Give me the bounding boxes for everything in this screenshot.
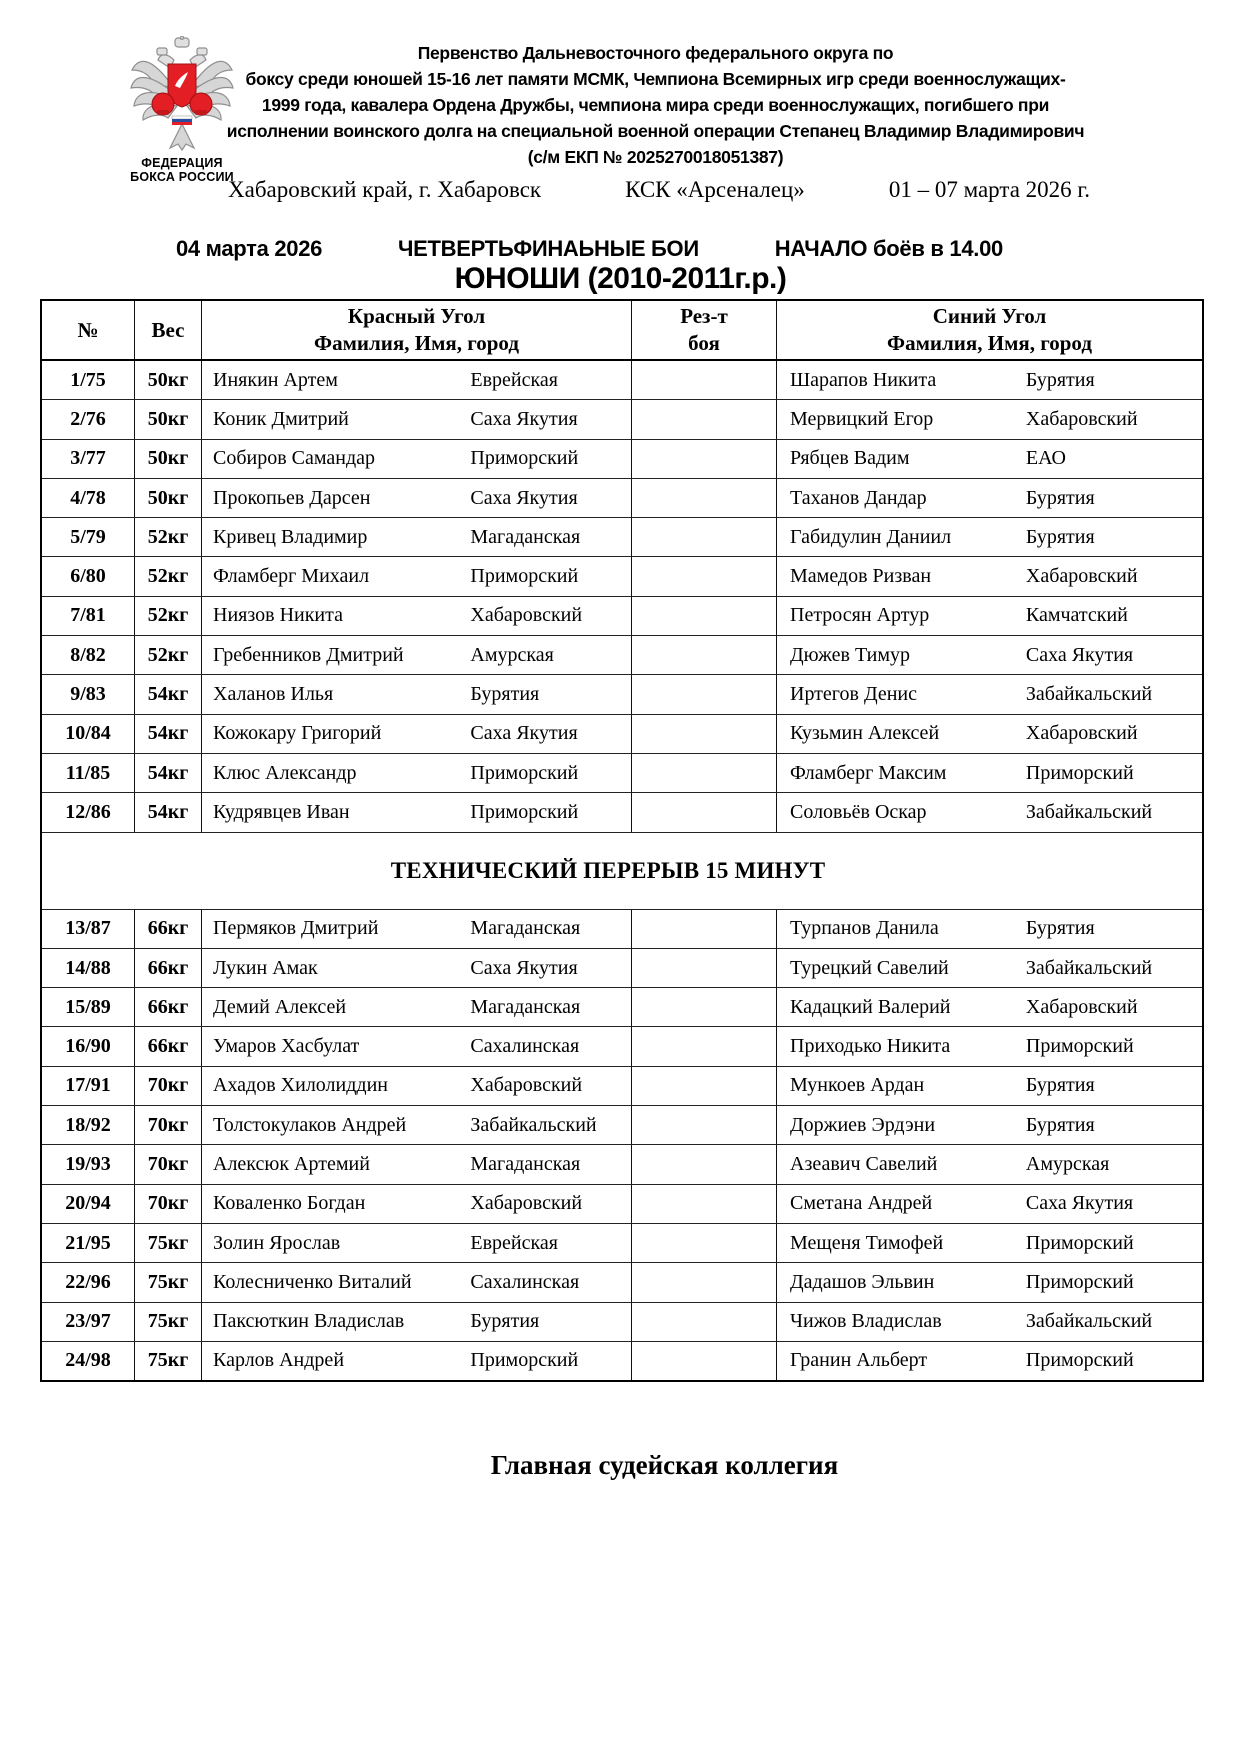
red-corner-cell <box>202 1263 632 1301</box>
bout-number: 20/94 <box>42 1185 135 1223</box>
blue-corner-cell <box>777 715 1202 753</box>
bout-result <box>632 1145 777 1183</box>
bout-number: 11/85 <box>42 754 135 792</box>
blue-corner-cell <box>777 988 1202 1026</box>
bout-result <box>632 675 777 713</box>
blue-boxer-name: Таханов Дандар <box>790 486 927 509</box>
red-boxer-region: Приморский <box>470 447 579 470</box>
blue-boxer-name: Дадашов Эльвин <box>790 1270 935 1293</box>
title-line-1: Первенство Дальневосточного федерального округа по <box>417 43 894 63</box>
bout-number: 1/75 <box>42 361 135 399</box>
blue-corner-cell <box>777 1185 1202 1223</box>
ekp-number: (с/м ЕКП № 2025270018051387) <box>527 147 784 167</box>
blue-boxer-region: Саха Якутия <box>1025 1192 1134 1215</box>
title-line-2: боксу среди юношей 15-16 лет памяти МСМК, Чемпиона Всемирных игр среди военнослужащих- <box>245 69 1066 89</box>
bout-weight: 75кг <box>135 1303 202 1341</box>
header-blue-line2: Фамилия, Имя, город <box>887 331 1092 355</box>
bout-weight: 50кг <box>135 440 202 478</box>
red-boxer-region: Саха Якутия <box>470 956 578 979</box>
blue-boxer-region: Бурятия <box>1025 917 1095 940</box>
red-boxer-name: Золин Ярослав <box>213 1231 341 1254</box>
title-line-4: исполнении воинского долга на специальной военной операции Степанец Владимир Владимирович <box>226 121 1085 141</box>
red-corner-cell <box>202 1106 632 1144</box>
blue-corner-cell <box>777 479 1202 517</box>
red-corner-cell <box>202 910 632 948</box>
logo-caption-line1: ФЕДЕРАЦИЯ <box>141 156 223 170</box>
blue-boxer-name: Кузьмин Алексей <box>790 722 940 745</box>
red-boxer-region: Магаданская <box>470 525 581 548</box>
bout-row <box>42 636 1202 675</box>
red-boxer-region: Приморский <box>470 1349 579 1372</box>
red-boxer-region: Саха Якутия <box>470 486 578 509</box>
bout-weight: 52кг <box>135 518 202 556</box>
blue-boxer-region: Камчатский <box>1025 604 1128 627</box>
bout-weight: 66кг <box>135 949 202 987</box>
red-corner-cell <box>202 518 632 556</box>
blue-boxer-region: Хабаровский <box>1025 565 1138 588</box>
bout-result <box>632 1027 777 1065</box>
bout-weight: 50кг <box>135 361 202 399</box>
blue-boxer-region: Бурятия <box>1025 1074 1095 1097</box>
bout-result <box>632 988 777 1026</box>
bouts-before-break <box>42 361 1202 833</box>
blue-corner-cell <box>777 949 1202 987</box>
bout-row <box>42 949 1202 988</box>
red-boxer-name: Кудрявцев Иван <box>213 800 350 823</box>
blue-boxer-name: Дюжев Тимур <box>790 643 911 666</box>
bout-weight: 66кг <box>135 1027 202 1065</box>
blue-boxer-region: Бурятия <box>1025 525 1095 548</box>
blue-corner-cell <box>777 597 1202 635</box>
bout-result <box>632 479 777 517</box>
blue-corner-cell <box>777 361 1202 399</box>
red-boxer-region: Хабаровский <box>470 1192 583 1215</box>
bout-row <box>42 1263 1202 1302</box>
bout-number: 16/90 <box>42 1027 135 1065</box>
red-boxer-name: Пермяков Дмитрий <box>213 917 379 940</box>
bout-number: 18/92 <box>42 1106 135 1144</box>
blue-boxer-region: Забайкальский <box>1025 1310 1153 1333</box>
red-corner-cell <box>202 754 632 792</box>
red-corner-cell <box>202 557 632 595</box>
red-boxer-region: Забайкальский <box>470 1113 597 1136</box>
red-boxer-name: Собиров Самандар <box>213 447 376 470</box>
red-boxer-name: Кожокару Григорий <box>213 722 382 745</box>
schedule-line <box>176 236 1003 262</box>
bout-row <box>42 793 1202 832</box>
blue-boxer-name: Азеавич Савелий <box>790 1152 938 1175</box>
bout-number: 4/78 <box>42 479 135 517</box>
bout-weight: 54кг <box>135 675 202 713</box>
red-corner-cell <box>202 1185 632 1223</box>
red-boxer-region: Сахалинская <box>470 1035 580 1058</box>
venue-location: Хабаровский край, г. Хабаровск <box>228 177 542 202</box>
bout-result <box>632 715 777 753</box>
bout-number: 17/91 <box>42 1067 135 1105</box>
blue-boxer-region: Приморский <box>1025 761 1134 784</box>
blue-corner-cell <box>777 1224 1202 1262</box>
red-boxer-name: Кривец Владимир <box>213 525 368 548</box>
red-boxer-name: Прокопьев Дарсен <box>213 486 371 509</box>
bout-result <box>632 1263 777 1301</box>
red-boxer-name: Клюс Александр <box>213 761 357 784</box>
blue-boxer-region: Хабаровский <box>1025 722 1138 745</box>
bout-number: 21/95 <box>42 1224 135 1262</box>
bout-row <box>42 1185 1202 1224</box>
blue-boxer-region: Хабаровский <box>1025 407 1138 430</box>
red-boxer-name: Алексюк Артемий <box>213 1152 370 1175</box>
blue-boxer-name: Мещеня Тимофей <box>790 1231 944 1254</box>
header-weight-label: Вес <box>151 317 185 342</box>
bout-number: 6/80 <box>42 557 135 595</box>
bout-row <box>42 1027 1202 1066</box>
blue-corner-cell <box>777 400 1202 438</box>
bout-result <box>632 636 777 674</box>
red-boxer-name: Гребенников Дмитрий <box>213 643 404 666</box>
red-corner-cell <box>202 1342 632 1380</box>
blue-boxer-region: Бурятия <box>1025 1113 1095 1136</box>
bout-number: 5/79 <box>42 518 135 556</box>
red-boxer-name: Халанов Илья <box>213 683 334 706</box>
red-boxer-region: Амурская <box>470 643 554 666</box>
bout-result <box>632 1067 777 1105</box>
table-header-row <box>42 301 1202 361</box>
bout-weight: 50кг <box>135 400 202 438</box>
bout-number: 2/76 <box>42 400 135 438</box>
red-boxer-region: Саха Якутия <box>470 722 578 745</box>
red-corner-cell <box>202 400 632 438</box>
blue-boxer-region: Приморский <box>1025 1270 1134 1293</box>
bout-weight: 54кг <box>135 754 202 792</box>
red-boxer-name: Ахадов Хилолиддин <box>213 1074 388 1097</box>
blue-boxer-name: Доржиев Эрдэни <box>790 1113 936 1136</box>
bout-number: 23/97 <box>42 1303 135 1341</box>
judging-panel-signature: Главная судейская коллегия <box>490 1450 839 1480</box>
bout-number: 19/93 <box>42 1145 135 1183</box>
bout-weight: 70кг <box>135 1067 202 1105</box>
blue-corner-cell <box>777 1342 1202 1380</box>
red-corner-cell <box>202 675 632 713</box>
bout-result <box>632 400 777 438</box>
header-num <box>42 301 135 359</box>
red-boxer-name: Инякин Артем <box>213 368 338 391</box>
bout-row <box>42 1106 1202 1145</box>
red-boxer-region: Магаданская <box>470 1152 581 1175</box>
blue-boxer-name: Мамедов Ризван <box>790 565 932 588</box>
bout-row <box>42 675 1202 714</box>
blue-boxer-region: Забайкальский <box>1025 800 1153 823</box>
bout-row <box>42 754 1202 793</box>
bout-row <box>42 715 1202 754</box>
red-corner-cell <box>202 479 632 517</box>
bout-row <box>42 988 1202 1027</box>
blue-boxer-name: Фламберг Максим <box>790 761 947 784</box>
bout-number: 14/88 <box>42 949 135 987</box>
red-corner-cell <box>202 440 632 478</box>
schedule-stage: ЧЕТВЕРТЬФИНАЬНЫЕ БОИ <box>397 236 699 261</box>
blue-boxer-region: Приморский <box>1025 1035 1134 1058</box>
schedule-start-time: НАЧАЛО боёв в 14.00 <box>774 236 1003 261</box>
header-num-label: № <box>77 317 99 342</box>
bout-weight: 70кг <box>135 1106 202 1144</box>
blue-corner-cell <box>777 793 1202 831</box>
blue-boxer-region: Саха Якутия <box>1025 643 1134 666</box>
red-corner-cell <box>202 597 632 635</box>
blue-boxer-region: Амурская <box>1025 1152 1110 1175</box>
red-boxer-region: Бурятия <box>470 683 540 706</box>
bout-number: 13/87 <box>42 910 135 948</box>
schedule-date: 04 марта 2026 <box>176 236 323 261</box>
red-corner-cell <box>202 949 632 987</box>
red-boxer-region: Хабаровский <box>470 1074 583 1097</box>
bout-result <box>632 910 777 948</box>
red-boxer-region: Сахалинская <box>470 1270 580 1293</box>
bout-number: 24/98 <box>42 1342 135 1380</box>
bout-result <box>632 440 777 478</box>
blue-boxer-name: Мервицкий Егор <box>790 407 934 430</box>
technical-break-label: ТЕХНИЧЕСКИЙ ПЕРЕРЫВ 15 МИНУТ <box>390 857 826 883</box>
header-blue-line1: Синий Угол <box>932 304 1047 328</box>
header-result <box>632 301 777 359</box>
red-corner-cell <box>202 1145 632 1183</box>
bout-result <box>632 754 777 792</box>
blue-corner-cell <box>777 1263 1202 1301</box>
header-red-line1: Красный Угол <box>347 304 486 328</box>
bout-row <box>42 518 1202 557</box>
bout-weight: 66кг <box>135 988 202 1026</box>
blue-corner-cell <box>777 1067 1202 1105</box>
bout-result <box>632 597 777 635</box>
blue-corner-cell <box>777 440 1202 478</box>
bout-weight: 75кг <box>135 1224 202 1262</box>
red-boxer-region: Магаданская <box>470 917 581 940</box>
bout-weight: 54кг <box>135 715 202 753</box>
blue-boxer-name: Рябцев Вадим <box>790 447 910 470</box>
red-corner-cell <box>202 361 632 399</box>
bout-result <box>632 361 777 399</box>
bout-result <box>632 949 777 987</box>
bout-row <box>42 1342 1202 1380</box>
blue-boxer-region: Приморский <box>1025 1349 1134 1372</box>
blue-corner-cell <box>777 754 1202 792</box>
blue-boxer-region: Бурятия <box>1025 486 1095 509</box>
blue-corner-cell <box>777 1027 1202 1065</box>
bout-result <box>632 557 777 595</box>
blue-corner-cell <box>777 910 1202 948</box>
bout-row <box>42 910 1202 949</box>
bout-number: 10/84 <box>42 715 135 753</box>
blue-corner-cell <box>777 636 1202 674</box>
header-blue-corner <box>777 301 1202 359</box>
blue-boxer-name: Шарапов Никита <box>790 368 937 391</box>
bout-row <box>42 1303 1202 1342</box>
red-corner-cell <box>202 1303 632 1341</box>
red-boxer-name: Паксюткин Владислав <box>213 1310 405 1333</box>
red-boxer-region: Хабаровский <box>470 604 583 627</box>
blue-boxer-name: Турецкий Савелий <box>790 956 949 979</box>
section-title: ЮНОШИ (2010-2011г.р.) <box>454 262 787 295</box>
red-corner-cell <box>202 1027 632 1065</box>
bout-result <box>632 1303 777 1341</box>
bout-row <box>42 440 1202 479</box>
bouts-table <box>40 299 1204 1382</box>
bout-weight: 66кг <box>135 910 202 948</box>
bout-result <box>632 1106 777 1144</box>
venue-line <box>228 177 1090 203</box>
blue-boxer-region: Бурятия <box>1025 368 1095 391</box>
venue-arena: КСК «Арсеналец» <box>625 177 805 202</box>
bout-row <box>42 1224 1202 1263</box>
red-corner-cell <box>202 715 632 753</box>
blue-boxer-name: Приходько Никита <box>790 1035 951 1058</box>
bout-number: 7/81 <box>42 597 135 635</box>
red-boxer-name: Лукин Амак <box>213 956 318 979</box>
bout-row <box>42 557 1202 596</box>
blue-corner-cell <box>777 1145 1202 1183</box>
bout-weight: 75кг <box>135 1342 202 1380</box>
red-boxer-name: Фламберг Михаил <box>213 565 370 588</box>
red-corner-cell <box>202 1224 632 1262</box>
bouts-after-break <box>42 910 1202 1381</box>
blue-boxer-name: Гранин Альберт <box>790 1349 928 1372</box>
logo-caption-line2: БОКСА РОССИИ <box>130 170 234 184</box>
red-corner-cell <box>202 1067 632 1105</box>
bout-number: 15/89 <box>42 988 135 1026</box>
header-red-corner <box>202 301 632 359</box>
blue-boxer-name: Иртегов Денис <box>790 683 917 706</box>
bout-row <box>42 1145 1202 1184</box>
blue-boxer-region: ЕАО <box>1025 447 1066 470</box>
bout-row <box>42 400 1202 439</box>
blue-boxer-region: Хабаровский <box>1025 995 1138 1018</box>
red-boxer-region: Бурятия <box>470 1310 540 1333</box>
red-boxer-region: Приморский <box>470 761 579 784</box>
red-boxer-name: Коник Дмитрий <box>213 407 349 430</box>
red-boxer-name: Умаров Хасбулат <box>213 1035 360 1058</box>
bout-weight: 52кг <box>135 557 202 595</box>
header-weight <box>135 301 202 359</box>
bout-weight: 54кг <box>135 793 202 831</box>
header-red-line2: Фамилия, Имя, город <box>314 331 519 355</box>
bout-row <box>42 361 1202 400</box>
bout-number: 9/83 <box>42 675 135 713</box>
blue-boxer-name: Мункоев Ардан <box>790 1074 925 1097</box>
red-corner-cell <box>202 636 632 674</box>
blue-boxer-name: Габидулин Даниил <box>790 525 952 548</box>
blue-boxer-name: Турпанов Данила <box>790 917 939 940</box>
bout-number: 12/86 <box>42 793 135 831</box>
bout-weight: 50кг <box>135 479 202 517</box>
bout-weight: 52кг <box>135 597 202 635</box>
bout-row <box>42 479 1202 518</box>
red-boxer-region: Еврейская <box>470 1231 558 1254</box>
blue-boxer-region: Забайкальский <box>1025 956 1153 979</box>
bout-weight: 70кг <box>135 1145 202 1183</box>
bout-weight: 52кг <box>135 636 202 674</box>
bout-number: 22/96 <box>42 1263 135 1301</box>
red-boxer-name: Демий Алексей <box>213 995 347 1018</box>
title-line-3: 1999 года, кавалера Ордена Дружбы, чемпиона мира среди военнослужащих, погибшего при <box>261 95 1050 115</box>
blue-boxer-name: Петросян Артур <box>790 604 930 627</box>
red-corner-cell <box>202 793 632 831</box>
blue-corner-cell <box>777 1303 1202 1341</box>
red-boxer-name: Толстокулаков Андрей <box>213 1113 407 1136</box>
bout-result <box>632 793 777 831</box>
document-title <box>150 40 1161 170</box>
blue-boxer-name: Соловьёв Оскар <box>790 800 927 823</box>
red-boxer-name: Коваленко Богдан <box>213 1192 366 1215</box>
red-boxer-region: Магаданская <box>470 995 581 1018</box>
blue-boxer-region: Приморский <box>1025 1231 1134 1254</box>
red-boxer-region: Приморский <box>470 565 579 588</box>
red-boxer-name: Ниязов Никита <box>213 604 343 627</box>
red-boxer-region: Еврейская <box>470 368 558 391</box>
red-boxer-region: Саха Якутия <box>470 407 578 430</box>
bout-weight: 75кг <box>135 1263 202 1301</box>
bout-result <box>632 1224 777 1262</box>
blue-boxer-name: Чижов Владислав <box>790 1310 942 1333</box>
bout-row <box>42 597 1202 636</box>
header-result-line1: Рез-т <box>680 304 728 328</box>
technical-break-row <box>42 833 1202 910</box>
bout-row <box>42 1067 1202 1106</box>
blue-corner-cell <box>777 675 1202 713</box>
blue-boxer-region: Забайкальский <box>1025 683 1153 706</box>
red-corner-cell <box>202 988 632 1026</box>
red-boxer-name: Колесниченко Виталий <box>213 1270 412 1293</box>
bout-number: 3/77 <box>42 440 135 478</box>
bout-number: 8/82 <box>42 636 135 674</box>
red-boxer-region: Приморский <box>470 800 579 823</box>
blue-boxer-name: Сметана Андрей <box>790 1192 933 1215</box>
bout-result <box>632 518 777 556</box>
red-boxer-name: Карлов Андрей <box>213 1349 345 1372</box>
blue-corner-cell <box>777 557 1202 595</box>
venue-dates: 01 – 07 марта 2026 г. <box>888 177 1090 202</box>
bout-result <box>632 1342 777 1380</box>
header-result-line2: боя <box>688 331 720 355</box>
bout-result <box>632 1185 777 1223</box>
blue-corner-cell <box>777 1106 1202 1144</box>
blue-corner-cell <box>777 518 1202 556</box>
blue-boxer-name: Кадацкий Валерий <box>790 995 951 1018</box>
bout-weight: 70кг <box>135 1185 202 1223</box>
